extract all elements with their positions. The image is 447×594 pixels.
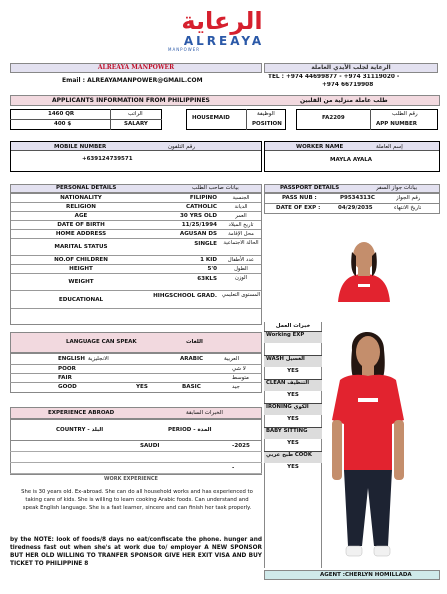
app-number-label-arabic: رقم الطلب (392, 111, 418, 117)
personal-row-value: 1 KID (200, 257, 217, 263)
mobile-label: MOBILE NUMBER (54, 144, 107, 150)
salary-qr: 1460 QR (48, 111, 75, 117)
company-tel-1: TEL : +974 44699877 - +974 31119020 - (268, 74, 400, 80)
personal-details-table (10, 193, 262, 325)
company-name-arabic-bar (264, 63, 438, 73)
personal-row (11, 274, 261, 291)
company-logo (158, 8, 288, 56)
worker-portrait-photo (330, 226, 398, 302)
exp-date-arabic: تاريخ الانتهاء (394, 205, 422, 211)
personal-row (11, 291, 261, 309)
personal-row (11, 230, 261, 239)
personal-row-arabic: الوزن (234, 275, 248, 281)
personal-row-label: MARITAL STATUS (54, 244, 108, 250)
applicants-title: APPLICANTS INFORMATION FROM PHILIPPINES (52, 97, 210, 104)
company-name-latin: ALREAYA MANPOWER (97, 64, 175, 71)
company-email[interactable]: Email : ALREAYAMANPOWER@GMAIL.COM (62, 77, 203, 84)
language-english: ENGLISH (58, 356, 85, 362)
personal-row-value: 5'0 (207, 266, 217, 272)
company-name-arabic: الرعاية لجلب الأيدي العاملة (311, 64, 391, 71)
language-english-arabic: الانجليزية (88, 356, 109, 362)
experience-country: SAUDI (140, 443, 160, 449)
personal-row (11, 194, 261, 203)
personal-row-arabic: المستوى التعليمي (221, 292, 261, 298)
work-experience-label: WORK EXPERIENCE (104, 476, 158, 482)
personal-row (11, 239, 261, 256)
agent-name: AGENT :CHERLYN HOMILLADA (320, 572, 412, 578)
experience-period-label: PERIOD - المدة (168, 427, 212, 433)
personal-details-title-arabic: بيانات صاحب الطلب (192, 185, 239, 191)
experience-row (10, 463, 262, 474)
skill-label: CLEAN التنظيف (264, 379, 322, 391)
language-level-label: GOOD (58, 384, 77, 390)
experience-period: -2025 (232, 443, 250, 449)
skill-value: YES (287, 392, 299, 398)
experience-title-arabic: الخبرات السابقة (186, 410, 223, 416)
personal-row (11, 256, 261, 265)
personal-row-label: WEIGHT (68, 279, 94, 285)
app-number-label: APP NUMBER (376, 121, 417, 127)
company-name-bar (10, 63, 262, 73)
passport-details-title-arabic: بيانات جواز السفر (376, 185, 418, 191)
language-level-english-mark: YES (136, 384, 148, 390)
personal-row-value: CATHOLIC (185, 204, 217, 210)
pass-no-arabic: رقم الجواز (396, 195, 421, 201)
logo-latin: ALREAYA (183, 34, 265, 48)
language-level-row (10, 373, 262, 382)
worker-name: MAYLA AYALA (330, 157, 373, 163)
mobile-label-arabic: رقم التلفون (168, 144, 196, 150)
skill-label: طبخ عربي COOK (264, 451, 322, 463)
salary-usd: 400 $ (54, 121, 72, 127)
skill-label: BABY SITTING (264, 427, 322, 439)
language-level-row (10, 364, 262, 373)
exp-date-label: DATE OF EXP : (276, 205, 321, 211)
experience-country-label: COUNTRY - البلد (56, 427, 104, 433)
salary-label: SALARY (124, 121, 148, 127)
description-paragraph-1: She is 30 years old. Ex-abroad. She can do all household works and has experienced to taking care of kids. She is willing to learn cooking Arabic foods. Can understand and speak English language. She is a fast learner, sincere and can finish her task properly. (21, 489, 253, 511)
app-number-value: FA2209 (322, 115, 345, 121)
exp-date-value: 04/29/2035 (338, 205, 373, 211)
personal-row-label: RELIGION (66, 204, 96, 210)
position-label-arabic: الوظيفة (257, 111, 275, 117)
personal-row-arabic: محل الإقامة (228, 231, 254, 237)
language-title-arabic: اللغات (186, 339, 203, 345)
personal-row-arabic: العمر (235, 213, 247, 219)
skill-value: YES (287, 440, 299, 446)
personal-row-label: AGE (74, 213, 88, 219)
worker-label-arabic: إسم العاملة (376, 144, 403, 150)
personal-row-value: HIHGSCHOOL GRAD. (153, 293, 217, 299)
worker-full-body-photo (322, 320, 414, 568)
personal-row-value: 63KLS (197, 276, 217, 282)
personal-row (11, 212, 261, 221)
experience-row (10, 441, 262, 452)
language-level-arabic: متوسط (232, 375, 249, 381)
personal-row-label: HOME ADDRESS (55, 231, 107, 237)
personal-row-arabic: عدد الأطفال (227, 257, 255, 263)
skill-label: IRONING الكوي (264, 403, 322, 415)
logo-subtitle: MANPOWER (168, 47, 201, 52)
personal-details-title: PERSONAL DETAILS (56, 185, 117, 191)
skill-value: YES (287, 464, 299, 470)
personal-row (11, 221, 261, 230)
experience-title: EXPERIENCE ABROAD (48, 410, 115, 416)
personal-row-value: 11/25/1994 (181, 222, 217, 228)
skill-label: WASH الغسيل (264, 355, 322, 367)
language-level-row (10, 382, 262, 391)
position-value: HOUSEMAID (192, 115, 230, 121)
personal-row-label: DATE OF BIRTH (57, 222, 105, 228)
personal-row-value: FILIPINO (189, 195, 217, 201)
pass-no-label: PASS NUB : (282, 195, 317, 201)
personal-row-arabic: تاريخ الميلاد (228, 222, 254, 228)
applicants-title-arabic: طلب عاملة منزلية من الفلبين (300, 97, 388, 104)
experience-row (10, 452, 262, 463)
personal-row-arabic: الحالة الاجتماعية (223, 240, 259, 246)
language-title: LANGUAGE CAN SPEAK (66, 339, 137, 345)
personal-row-value: SINGLE (194, 241, 217, 247)
skill-value: YES (287, 368, 299, 374)
skill-label: Working EXP (264, 331, 322, 343)
language-level-arabic-mark: BASIC (182, 384, 201, 390)
personal-row-label: NATIONALITY (60, 195, 102, 201)
passport-details-title: PASSPORT DETAILS (280, 185, 340, 191)
logo-arabic: الرعاية (181, 7, 263, 35)
personal-row (11, 265, 261, 274)
language-level-label: FAIR (58, 375, 72, 381)
mobile-value[interactable]: +639124739571 (82, 156, 133, 162)
personal-row-arabic: الطول (234, 266, 248, 272)
experience-period: - (232, 465, 235, 471)
personal-row-value: 30 YRS OLD (179, 213, 217, 219)
language-arabic-arabic: العربية (224, 356, 240, 362)
company-tel-2: +974 66719908 (322, 82, 374, 88)
personal-row-label: HEIGHT (69, 266, 93, 272)
language-level-arabic: جيد (232, 384, 240, 390)
worker-label: WORKER NAME (296, 144, 344, 150)
pass-no-value: P9534313C (340, 195, 375, 201)
description-paragraph-2: by the NOTE: look of foods/8 days no eat/confiscate the phone. hunger and tiredness fast out when she's at work due to/ employer A NEW SPONSOR BUT HER OLD WILLING TO TRANFER SPONSOR GIVE HER EXIT VISA AND BUY TICKET TO PHILIPPINE 8 (10, 537, 262, 567)
personal-row-label: NO.OF CHILDREN (54, 257, 108, 263)
personal-row-label: EDUCATIONAL (58, 297, 104, 303)
skills-title: خبرات العمل (275, 323, 311, 329)
personal-row-arabic: الجنسية (232, 195, 250, 201)
language-arabic: ARABIC (180, 356, 204, 362)
personal-row (11, 203, 261, 212)
language-level-label: POOR (58, 366, 76, 372)
position-label: POSITION (252, 121, 282, 127)
personal-row-arabic: الديانة (234, 204, 248, 210)
skill-value: YES (287, 416, 299, 422)
salary-label-arabic: الراتب (128, 111, 143, 117)
language-level-arabic: لا شي (232, 366, 246, 372)
personal-row-value: AGUSAN DS (179, 231, 217, 237)
